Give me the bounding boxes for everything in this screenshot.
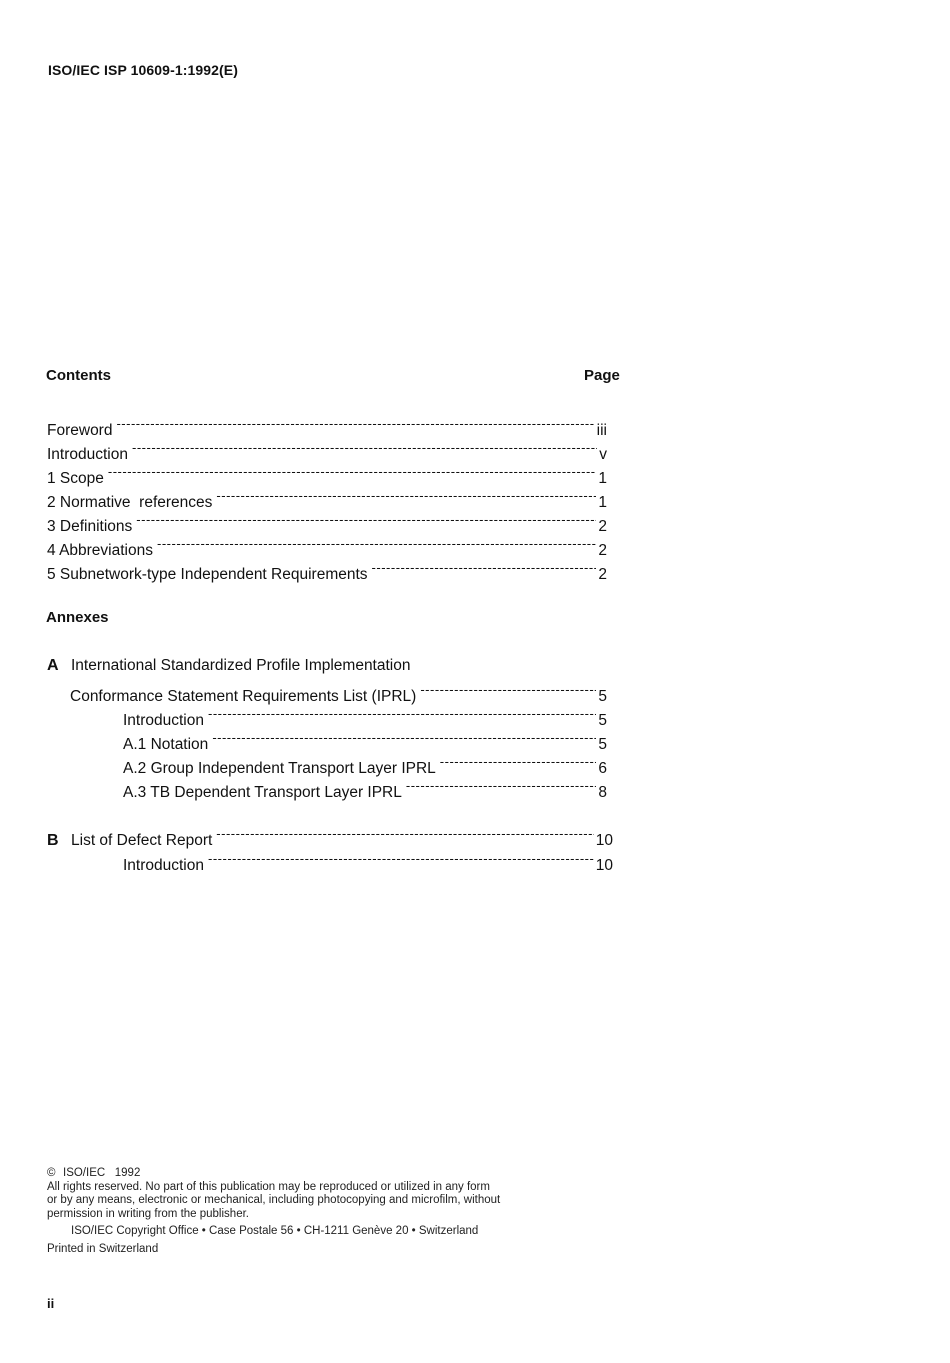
toc-entry-page: 8 bbox=[598, 784, 607, 801]
page-number: ii bbox=[47, 1296, 55, 1311]
toc-entry-page: v bbox=[599, 446, 607, 463]
annex-a-subentries bbox=[123, 703, 607, 801]
annex-a-letter: A bbox=[47, 657, 59, 674]
toc-entry-foreword bbox=[47, 413, 607, 439]
toc-entry-title: 1 Scope bbox=[47, 470, 104, 487]
dot-leader bbox=[216, 485, 596, 507]
copyright-office-address: ISO/IEC Copyright Office • Case Postale 56 • CH-1211 Genève 20 • Switzerland bbox=[71, 1225, 479, 1237]
dot-leader bbox=[420, 679, 596, 701]
toc-entry-title: Foreword bbox=[47, 422, 113, 439]
copyright-notice bbox=[47, 1167, 500, 1256]
copyright-symbol: © bbox=[47, 1167, 56, 1179]
toc-entry-title: A.2 Group Independent Transport Layer IPRL bbox=[123, 760, 436, 777]
annex-a-title-line2 bbox=[70, 679, 607, 705]
rights-line-3: permission in writing from the publisher. bbox=[47, 1207, 249, 1220]
dot-leader bbox=[108, 461, 596, 483]
toc-entry-page: 2 bbox=[598, 518, 607, 535]
rights-line-1: All rights reserved. No part of this publication may be reproduced or utilized in any form bbox=[47, 1180, 490, 1193]
dot-leader bbox=[406, 775, 597, 797]
copyright-holder: ISO/IEC 1992 bbox=[63, 1167, 141, 1179]
toc-entry-page: 1 bbox=[598, 470, 607, 487]
annex-a-entry-introduction bbox=[123, 703, 607, 729]
toc-entry-title: List of Defect Report bbox=[71, 832, 213, 849]
dot-leader bbox=[157, 533, 596, 555]
toc-entry-title: Introduction bbox=[47, 446, 128, 463]
toc-entry-title: Introduction bbox=[123, 857, 204, 874]
toc-entry-title: A.3 TB Dependent Transport Layer IPRL bbox=[123, 784, 402, 801]
copyright-line bbox=[47, 1167, 500, 1181]
rights-line-2: or by any means, electronic or mechanical, including photocopying and microfilm, without bbox=[47, 1194, 501, 1206]
toc-entry-title: Introduction bbox=[123, 712, 204, 729]
toc-entry-title: 2 Normative references bbox=[47, 494, 213, 511]
dot-leader bbox=[212, 727, 596, 749]
toc-entry-page: 1 bbox=[598, 494, 607, 511]
annex-a-title-line1 bbox=[47, 655, 410, 677]
toc-entry-page: 5 bbox=[598, 688, 607, 705]
toc-entry-introduction bbox=[47, 437, 607, 463]
dot-leader bbox=[132, 437, 597, 459]
annex-b-entry-introduction bbox=[123, 848, 613, 874]
toc-entry-page: 5 bbox=[598, 712, 607, 729]
toc-entry-title: 5 Subnetwork-type Independent Requirements bbox=[47, 566, 368, 583]
annex-a-title: International Standardized Profile Implementation bbox=[71, 657, 411, 674]
toc-entry-title: 4 Abbreviations bbox=[47, 542, 153, 559]
toc-entry-title: A.1 Notation bbox=[123, 736, 209, 753]
dot-leader bbox=[208, 703, 596, 725]
contents-list bbox=[47, 413, 607, 583]
document-identifier: ISO/IEC ISP 10609-1:1992(E) bbox=[48, 62, 238, 78]
toc-entry-page: 10 bbox=[595, 832, 613, 849]
toc-entry-page: 5 bbox=[598, 736, 607, 753]
printed-in: Printed in Switzerland bbox=[47, 1242, 159, 1255]
contents-heading: Contents bbox=[46, 367, 111, 384]
toc-entry-title: 3 Definitions bbox=[47, 518, 133, 535]
annexes-heading: Annexes bbox=[46, 609, 109, 626]
dot-leader bbox=[440, 751, 597, 773]
toc-entry-normative-references bbox=[47, 485, 607, 511]
toc-entry-page: 6 bbox=[598, 760, 607, 777]
toc-entry-page: 2 bbox=[598, 542, 607, 559]
toc-entry-page: iii bbox=[596, 422, 607, 439]
dot-leader bbox=[136, 509, 596, 531]
page-column-heading: Page bbox=[584, 367, 620, 384]
toc-entry-page: 10 bbox=[595, 857, 613, 874]
dot-leader bbox=[372, 557, 597, 579]
annex-b-entry bbox=[47, 823, 613, 849]
toc-entry-page: 2 bbox=[598, 566, 607, 583]
dot-leader bbox=[208, 848, 594, 870]
dot-leader bbox=[116, 413, 594, 435]
dot-leader bbox=[216, 823, 593, 845]
toc-entry-scope bbox=[47, 461, 607, 487]
toc-entry-title: Conformance Statement Requirements List (IPRL) bbox=[70, 688, 417, 705]
annex-b-letter: B bbox=[47, 832, 59, 849]
